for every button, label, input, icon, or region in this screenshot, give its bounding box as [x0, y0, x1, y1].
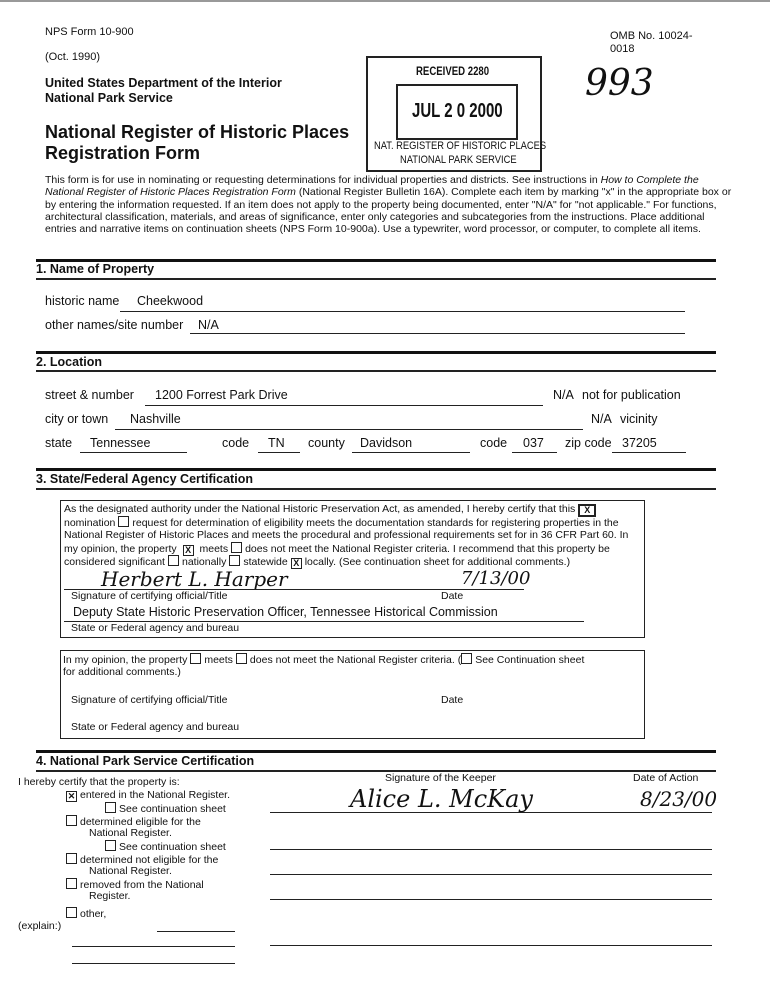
- nationally-checkbox[interactable]: [168, 555, 179, 566]
- page-subtitle: Registration Form: [45, 143, 201, 163]
- not-eligible-checkbox[interactable]: [66, 853, 77, 864]
- cert-line-1: [64, 503, 599, 517]
- action-date: 8/23/00: [640, 787, 718, 811]
- signature-label: Signature of certifying official/Title: [71, 590, 228, 602]
- opinion-line-2: for additional comments.): [63, 666, 181, 678]
- county-field[interactable]: Davidson: [360, 436, 413, 450]
- option-label-cont: National Register.: [89, 827, 172, 839]
- agency-label: State or Federal agency and bureau: [71, 622, 240, 634]
- stamp-line2: NATIONAL PARK SERVICE: [400, 154, 517, 166]
- cert-line-3: National Register of Historic Places and meets the procedural and professional requirements set for in 36 CFR Part 60. In: [64, 529, 629, 541]
- instructions-paragraph: [45, 174, 735, 235]
- vicinity-value[interactable]: N/A: [591, 412, 612, 426]
- cert-text: nationally: [181, 556, 227, 568]
- cert-line-2: [64, 516, 619, 529]
- certifying-signature: Herbert L. Harper: [101, 567, 288, 591]
- historic-name-label: historic name: [45, 294, 120, 308]
- zip-field[interactable]: 37205: [622, 436, 657, 450]
- street-field[interactable]: 1200 Forrest Park Drive: [155, 388, 288, 402]
- department: United States Department of the Interior: [45, 76, 282, 90]
- signature-label-2: Signature of certifying official/Title: [71, 694, 228, 706]
- continuation-checkbox-1[interactable]: [105, 802, 116, 813]
- request-checkbox[interactable]: [118, 516, 129, 527]
- does-not-meet-checkbox[interactable]: [231, 542, 242, 553]
- option-label-cont: National Register.: [89, 865, 172, 877]
- date-label-2: Date: [441, 694, 464, 706]
- cert-text: locally. (See continuation sheet for additional comments.): [304, 556, 571, 568]
- certify-intro: I hereby certify that the property is:: [18, 776, 180, 788]
- cert-text: meets: [204, 654, 233, 666]
- not-for-publication-value[interactable]: N/A: [553, 388, 574, 402]
- section-1-heading: 1. Name of Property: [36, 262, 155, 276]
- cert-text: does not meet the National Register criteria. (: [249, 654, 462, 666]
- locally-checkbox[interactable]: X: [291, 558, 302, 569]
- commenting-official-box: [60, 650, 645, 739]
- state-code-label: code: [222, 436, 250, 450]
- keeper-signature: Alice L. McKay: [350, 785, 533, 813]
- option-label: See continuation sheet: [119, 803, 226, 815]
- option-label: other,: [80, 908, 107, 920]
- instructions-text: This form is for use in nominating or requesting determinations for individual properties and districts. See instructions in: [45, 174, 601, 186]
- state-certification-box: [60, 500, 645, 638]
- entered-option: [63, 789, 230, 802]
- entered-checkbox[interactable]: ✕: [67, 791, 76, 801]
- option-label: determined not eligible for the: [80, 854, 219, 866]
- stamp-line1: NAT. REGISTER OF HISTORIC PLACES: [374, 140, 547, 152]
- state-code-field[interactable]: TN: [268, 436, 285, 450]
- handwritten-number: 993: [585, 63, 654, 104]
- cert-text: request for determination of eligibility meets the documentation standards for registering properties in the: [132, 517, 619, 529]
- continuation-checkbox[interactable]: [461, 653, 472, 664]
- zip-label: zip code: [565, 436, 612, 450]
- section-3-heading: 3. State/Federal Agency Certification: [36, 472, 253, 486]
- not-for-publication-label: not for publication: [582, 388, 681, 402]
- state-field[interactable]: Tennessee: [90, 436, 151, 450]
- statewide-checkbox[interactable]: [229, 555, 240, 566]
- cert-text: my opinion, the property: [64, 543, 177, 555]
- agency: National Park Service: [45, 91, 173, 105]
- form-date: (Oct. 1990): [45, 51, 101, 63]
- meets-checkbox-2[interactable]: [190, 653, 201, 664]
- page-title: National Register of Historic Places: [45, 122, 350, 142]
- cert-text: In my opinion, the property: [63, 654, 188, 666]
- removed-checkbox[interactable]: [66, 878, 77, 889]
- option-label: See continuation sheet: [119, 841, 226, 853]
- meets-checkbox[interactable]: X: [183, 545, 194, 556]
- cert-text: nomination: [64, 517, 116, 529]
- see-continuation-2: [102, 840, 226, 853]
- other-names-field[interactable]: N/A: [198, 318, 219, 332]
- county-code-label: code: [480, 436, 508, 450]
- omb-number-cont: 0018: [610, 43, 635, 55]
- historic-name-field[interactable]: Cheekwood: [137, 294, 204, 308]
- county-label: county: [308, 436, 345, 450]
- stamp-date-box: [396, 84, 518, 140]
- explain-label: (explain:): [18, 920, 62, 932]
- eligible-checkbox[interactable]: [66, 815, 77, 826]
- option-label-cont: Register.: [89, 890, 131, 902]
- date-of-action-label: Date of Action: [633, 772, 699, 784]
- option-label: determined eligible for the: [80, 816, 201, 828]
- section-2-heading: 2. Location: [36, 355, 102, 369]
- state-label: state: [45, 436, 73, 450]
- city-label: city or town: [45, 412, 109, 426]
- received-stamp: [366, 56, 547, 172]
- certifying-date: 7/13/00: [461, 568, 531, 589]
- other-names-label: other names/site number: [45, 318, 184, 332]
- other-option: [63, 907, 106, 920]
- city-field[interactable]: Nashville: [130, 412, 181, 426]
- does-not-meet-checkbox-2[interactable]: [236, 653, 247, 664]
- stamp-received: RECEIVED 2280: [416, 64, 490, 78]
- cert-text: As the designated authority under the National Historic Preservation Act, as amended, I hereby certify that this: [64, 503, 576, 515]
- section-4-heading: 4. National Park Service Certification: [36, 754, 255, 768]
- cert-text: considered significant: [64, 556, 165, 568]
- date-label: Date: [441, 590, 464, 602]
- cert-text: statewide: [243, 556, 288, 568]
- agency-label-2: State or Federal agency and bureau: [71, 721, 240, 733]
- stamp-date: JUL 2 0 2000: [412, 100, 503, 122]
- continuation-checkbox-2[interactable]: [105, 840, 116, 851]
- omb-number: OMB No. 10024-: [610, 30, 693, 42]
- cert-text: See Continuation sheet: [475, 654, 585, 666]
- other-checkbox[interactable]: [66, 907, 77, 918]
- instructions-title: How to Complete the National Register of Historic Places Registration Form: [45, 174, 699, 199]
- removed-option: [63, 878, 204, 891]
- county-code-field[interactable]: 037: [523, 436, 544, 450]
- agency-field[interactable]: Deputy State Historic Preservation Officer, Tennessee Historical Commission: [73, 605, 498, 619]
- cert-text: meets: [199, 543, 229, 555]
- cert-text: does not meet the National Register criteria. I recommend that this property be: [245, 543, 610, 555]
- see-continuation-1: [102, 802, 226, 815]
- nomination-checkbox[interactable]: X: [578, 504, 596, 517]
- vicinity-label: vicinity: [620, 412, 658, 426]
- form-number: NPS Form 10-900: [45, 26, 134, 38]
- street-label: street & number: [45, 388, 134, 402]
- option-label: entered in the National Register.: [80, 789, 231, 801]
- keeper-signature-label: Signature of the Keeper: [385, 772, 496, 784]
- cert-line-4: [64, 542, 610, 556]
- instructions-text-cont: (National Register Bulletin 16A). Complete each item by marking "x" in the appropriate box or by entering the information requested. If an item does not apply to the property being documented, enter "N/A" for "not applicable." For functions, architectural classification, materials, and areas of significance, enter only categories and subcategories from the instructions. Place additional entries and narrative items on continuation sheets (NPS Form 10-900a). Use a typewriter, word processor, or computer, to complete all items.: [45, 186, 732, 236]
- option-label: removed from the National: [80, 879, 204, 891]
- opinion-line: [63, 653, 584, 666]
